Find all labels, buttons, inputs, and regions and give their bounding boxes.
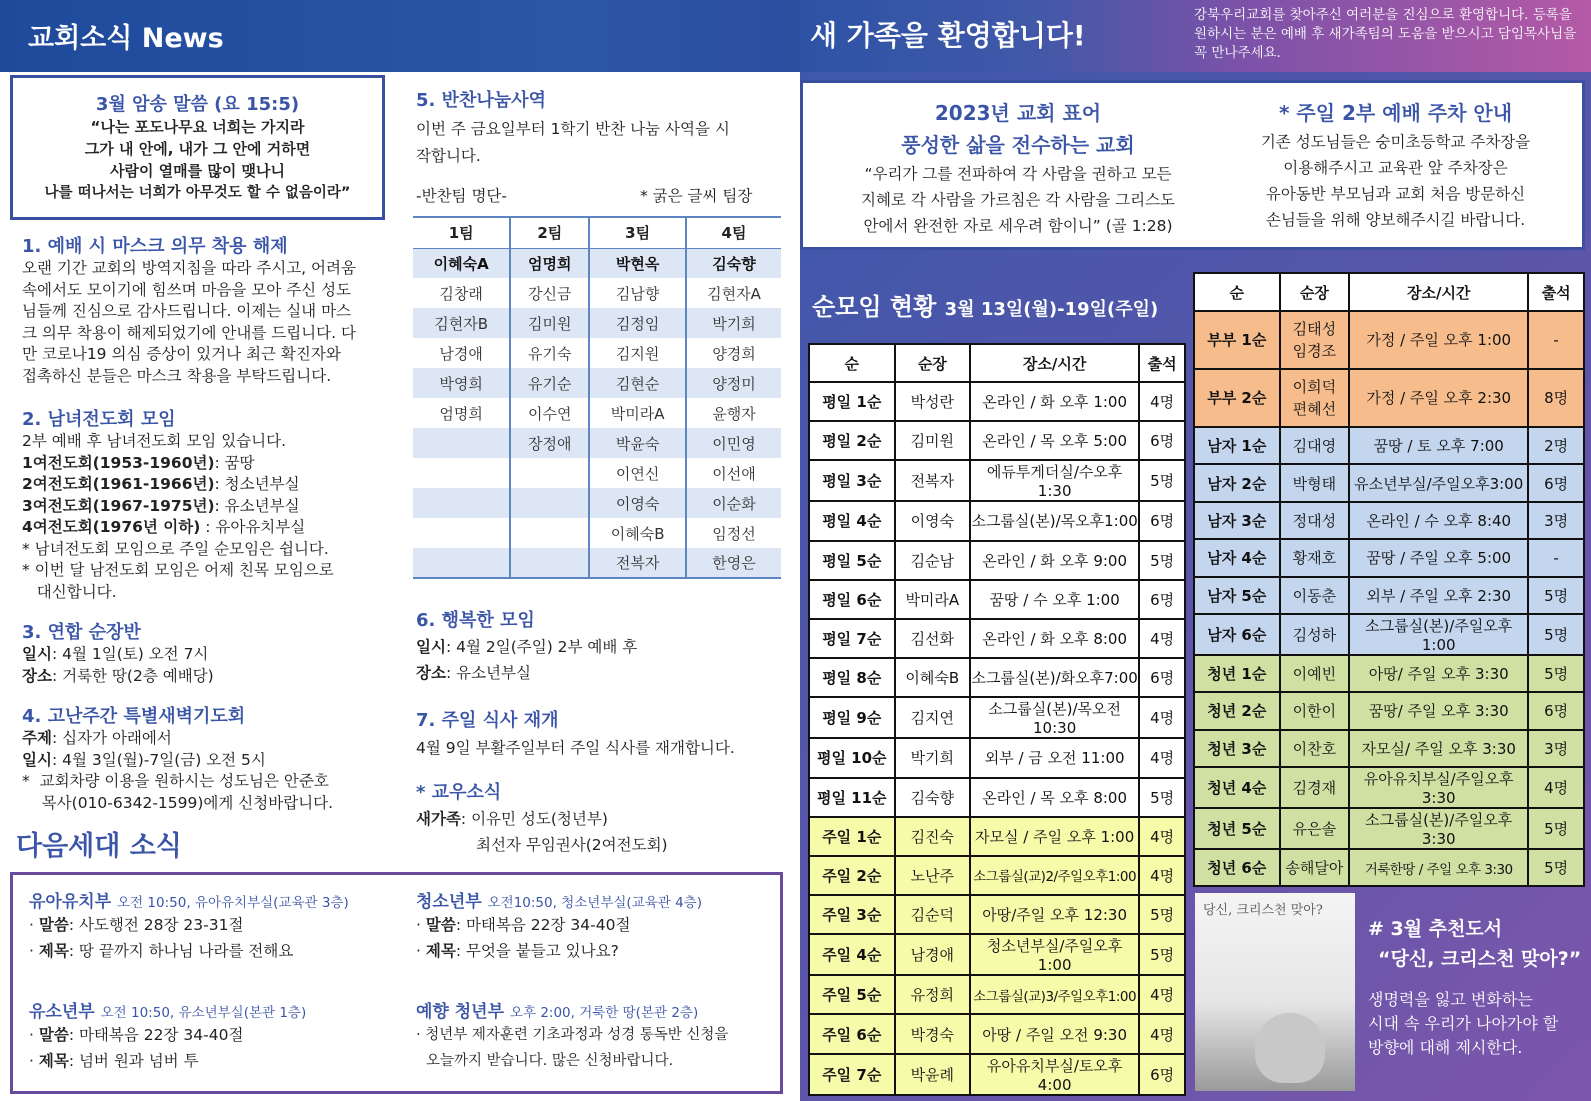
section-heading: * 교우소식	[416, 782, 502, 803]
group-name: 평일 1순	[809, 382, 895, 421]
note: * 교회차량 이용을 원하시는 성도님은 안준호	[22, 772, 329, 790]
small-group-row	[809, 895, 1185, 934]
small-group-row	[809, 856, 1185, 895]
team-row	[413, 518, 781, 548]
section-text: 속에서도 모이기에 힘쓰며 마음을 모아 주신 성도	[22, 280, 352, 299]
small-group-row	[809, 658, 1185, 697]
team-member: 김현자A	[686, 278, 781, 308]
group-attendance: 4명	[1139, 697, 1185, 738]
group-name: 남자 2순	[1194, 464, 1280, 501]
team-member: 김지원	[589, 338, 686, 368]
team-row	[413, 458, 781, 488]
team-member: 유기순	[510, 368, 589, 398]
team-member: 엄명희	[439, 404, 483, 423]
section-text: 님들께 진심으로 감사드립니다. 이제는 실내 마스	[22, 302, 352, 320]
group-leader: 남경애	[895, 934, 971, 975]
group-leader: 이동춘	[1280, 577, 1350, 614]
small-group-row	[1194, 539, 1584, 576]
small-group-row	[809, 738, 1185, 777]
group-name: 청년 2순	[1194, 692, 1280, 729]
small-group-row	[809, 778, 1185, 817]
group-attendance: 6명	[1139, 658, 1185, 697]
section-heading: 5. 반찬나눔사역	[416, 90, 546, 111]
group-name: 주일 5순	[809, 975, 895, 1014]
memory-verse-line: “나는 포도나무요 너희는 가지라	[90, 118, 305, 136]
memory-verse-line: 사람이 열매를 많이 맺나니	[109, 162, 286, 180]
group-name: 청년 3순	[1194, 730, 1280, 767]
group-attendance: 6명	[1139, 501, 1185, 540]
group-place-time: 자모실 / 주일 오후 1:00	[970, 817, 1139, 856]
small-group-row	[809, 460, 1185, 501]
group-leader: 이영숙	[895, 501, 971, 540]
team-member: 김현자B	[413, 308, 510, 338]
group-leader: 유은솔	[1280, 808, 1350, 849]
team-row	[413, 338, 781, 368]
news-section-happy: 6. 행복한 모임 일시: 4월 2일(주일) 2부 예배 후 장소: 유소년부실	[416, 606, 776, 686]
team-member: 이영숙	[589, 488, 686, 518]
dept-block: 청소년부 오전10:50, 청소년부실(교육관 4층) · 말씀: 마태복음 22장 34-40절 · 제목: 무엇을 붙들고 있나요?	[416, 892, 702, 960]
col-header: 순	[1194, 273, 1280, 311]
team-member	[413, 548, 510, 578]
small-group-table-left	[808, 343, 1186, 1096]
group-attendance: 6명	[1139, 580, 1185, 619]
small-group-row	[1194, 692, 1584, 729]
memory-verse-heading: 3월 암송 말씀 (요 15:5)	[95, 94, 300, 115]
team-member: 유기숙	[510, 338, 589, 368]
team-member: 이혜숙B	[589, 518, 686, 548]
list-item: 3여전도회(1967-1975년): 유소년부실	[22, 496, 300, 515]
small-group-row	[1194, 808, 1584, 849]
news-section-leaders: 3. 연합 순장반 일시: 4월 1일(토) 오전 7시 장소: 거룩한 땅(2층 예배당)	[22, 618, 382, 687]
group-attendance: 4명	[1139, 619, 1185, 658]
list-item: 2여전도회(1961-1966년): 청소년부실	[22, 475, 300, 493]
group-name: 남자 3순	[1194, 502, 1280, 539]
group-name: 남자 4순	[1194, 539, 1280, 576]
team-member: 김숙향	[686, 248, 781, 278]
group-leader: 김진숙	[895, 817, 971, 856]
team-member	[510, 458, 589, 488]
group-place-time: 온라인 / 화 오후 8:00	[970, 619, 1139, 658]
group-attendance: 6명	[1139, 421, 1185, 460]
team-member: 임정선	[686, 518, 781, 548]
parking-column: * 주일 2부 예배 주차 안내 기존 성도님들은 숭미초등학교 주차장을 이용해주시고 교육관 앞 주차장은 유아동반 부모님과 교회 처음 방문하신 손님들을 위해 양보해주시길 바랍니다.	[1223, 97, 1568, 233]
section-heading: 4. 고난주간 특별새벽기도회	[22, 706, 246, 727]
group-attendance: 4명	[1139, 817, 1185, 856]
group-place-time: 아땅/주일 오후 12:30	[970, 895, 1139, 934]
group-attendance: 5명	[1528, 655, 1584, 692]
group-name: 평일 11순	[809, 778, 895, 817]
small-group-row	[809, 580, 1185, 619]
group-name: 부부 2순	[1194, 369, 1280, 427]
group-place-time: 외부 / 주일 오후 2:30	[1349, 577, 1528, 614]
section-text: 만 코로나19 의심 증상이 있거나 최근 확진자와	[22, 345, 341, 363]
col-header: 출석	[1139, 344, 1185, 382]
small-group-row	[1194, 767, 1584, 808]
group-attendance: 5명	[1139, 895, 1185, 934]
group-place-time: 에듀투게더실/수오후1:30	[970, 460, 1139, 501]
group-place-time: 유아유치부실/주일오후3:30	[1349, 767, 1528, 808]
group-attendance: 4명	[1139, 738, 1185, 777]
team-member	[510, 518, 589, 548]
team-member	[413, 428, 510, 458]
team-member: 김미원	[510, 308, 589, 338]
group-leader: 김순남	[895, 541, 971, 580]
group-name: 청년 6순	[1194, 849, 1280, 886]
group-name: 평일 9순	[809, 697, 895, 738]
small-group-row	[1194, 849, 1584, 886]
list-item: 4여전도회(1976년 이하) : 유아유치부실	[22, 518, 306, 536]
page-title: 교회소식 News	[28, 23, 224, 54]
section-text: 오랜 기간 교회의 방역지침을 따라 주시고, 어려움	[22, 259, 356, 277]
group-name: 남자 5순	[1194, 577, 1280, 614]
group-name: 청년 4순	[1194, 767, 1280, 808]
team-member	[413, 458, 510, 488]
group-attendance: 4명	[1139, 1014, 1185, 1053]
small-group-row	[809, 619, 1185, 658]
group-place-time: 온라인 / 목 오후 5:00	[970, 421, 1139, 460]
team-member: 엄명희	[510, 248, 589, 278]
team-row	[413, 368, 781, 398]
group-place-time: 꿈땅/ 주일 오후 3:30	[1349, 692, 1528, 729]
group-place-time: 소그룹실(본)/화오후7:00	[970, 658, 1139, 697]
col-header: 순장	[1280, 273, 1350, 311]
group-attendance: 5명	[1528, 577, 1584, 614]
group-attendance: 5명	[1528, 849, 1584, 886]
team-member: 박현옥	[589, 248, 686, 278]
group-name: 평일 4순	[809, 501, 895, 540]
dept-block: 유아유치부 오전 10:50, 유아유치부실(교육관 3층) · 말씀: 사도행전 28장 23-31절 · 제목: 땅 끝까지 하나님 나라를 전해요	[29, 892, 349, 960]
group-leader: 송해달아	[1280, 849, 1350, 886]
team-row	[413, 428, 781, 458]
group-attendance: 8명	[1528, 369, 1584, 427]
team-header: 4팀	[686, 217, 781, 248]
team-member: 이민영	[686, 428, 781, 458]
group-attendance: 4명	[1139, 975, 1185, 1014]
team-member: 이수연	[510, 398, 589, 428]
group-place-time: 온라인 / 목 오후 8:00	[970, 778, 1139, 817]
group-leader: 김숙향	[895, 778, 971, 817]
group-attendance: 4명	[1139, 856, 1185, 895]
group-name: 부부 1순	[1194, 311, 1280, 369]
section-text: 2부 예배 후 남녀전도회 모임 있습니다.	[22, 432, 287, 450]
motto-year: 2023년 교회 표어	[934, 101, 1102, 125]
group-place-time: 소그룹실(본)/주일오후1:00	[1349, 614, 1528, 655]
group-attendance: 5명	[1139, 460, 1185, 501]
group-leader: 김순덕	[895, 895, 971, 934]
group-name: 평일 8순	[809, 658, 895, 697]
small-group-row	[809, 541, 1185, 580]
group-place-time: 온라인 / 수 오후 8:40	[1349, 502, 1528, 539]
header-left	[0, 0, 800, 72]
team-member	[413, 488, 510, 518]
team-row	[413, 278, 781, 308]
team-member: 박윤숙	[589, 428, 686, 458]
team-member: 이순화	[686, 488, 781, 518]
team-member: 양정미	[686, 368, 781, 398]
group-name: 평일 6순	[809, 580, 895, 619]
news-section-mission-groups	[22, 405, 382, 603]
header-right	[800, 0, 1591, 72]
team-member: 이연신	[589, 458, 686, 488]
book-description: 생명력을 잃고 변화하는 시대 속 우리가 나아가야 할 방향에 대해 제시한다.	[1368, 990, 1559, 1057]
group-leader: 김성하	[1280, 614, 1350, 655]
team-row	[413, 488, 781, 518]
group-attendance: 2명	[1528, 427, 1584, 464]
book-cover-image	[1195, 893, 1355, 1091]
group-place-time: 소그룹실(본)/주일오후3:30	[1349, 808, 1528, 849]
team-member: 박미라A	[589, 398, 686, 428]
small-group-row	[1194, 311, 1584, 369]
team-member: 강신금	[510, 278, 589, 308]
section-heading: 1. 예배 시 마스크 의무 착용 해제	[22, 236, 288, 257]
group-name: 평일 10순	[809, 738, 895, 777]
small-group-row	[809, 1054, 1185, 1095]
section-text: 크 의무 착용이 해제되었기에 안내를 드립니다. 다	[22, 323, 356, 342]
note: 목사(010-6342-1599)에게 신청바랍니다.	[22, 793, 334, 812]
group-leader: 전복자	[895, 460, 971, 501]
team-member: 김정임	[589, 308, 686, 338]
parking-title: * 주일 2부 예배 주차 안내	[1278, 101, 1513, 125]
col-header: 장소/시간	[1349, 273, 1528, 311]
group-place-time: 소그룹실(교)2/주일오후1:00	[970, 856, 1139, 895]
small-group-row	[1194, 655, 1584, 692]
group-place-time: 유아유치부실/토오후4:00	[970, 1054, 1139, 1095]
group-attendance: 3명	[1528, 502, 1584, 539]
book-cover-title: 당신, 크리스천 맞아?	[1203, 903, 1323, 918]
group-name: 평일 3순	[809, 460, 895, 501]
note: 대신합니다.	[22, 582, 117, 601]
news-section-mask	[22, 232, 382, 387]
group-leader: 정대성	[1280, 502, 1350, 539]
side-dish-team-table	[413, 216, 781, 579]
group-attendance: 4명	[1528, 767, 1584, 808]
group-leader: 박윤례	[895, 1054, 971, 1095]
group-leader: 황재호	[1280, 539, 1350, 576]
team-member: 김남향	[589, 278, 686, 308]
group-leader: 노난주	[895, 856, 971, 895]
dept-block: 예향 청년부 오후 2:00, 거룩한 땅(본관 2층) · 청년부 제자훈련 기초과정과 성경 통독반 신청을 오늘까지 받습니다. 많은 신청바랍니다.	[416, 1002, 729, 1069]
group-name: 주일 1순	[809, 817, 895, 856]
book-recommendation: # 3월 추천도서 “당신, 크리스천 맞아?”	[1368, 918, 1582, 970]
small-group-period: 3월 13일(월)-19일(주일)	[944, 299, 1159, 320]
dept-block: 유소년부 오전 10:50, 유소년부실(본관 1층) · 말씀: 마태복음 22장 34-40절 · 제목: 넘버 원과 넘버 투	[29, 1002, 307, 1070]
section-heading: 3. 연합 순장반	[22, 622, 141, 643]
group-place-time: 꿈땅 / 토 오후 7:00	[1349, 427, 1528, 464]
section-heading: 6. 행복한 모임	[416, 610, 535, 631]
nextgen-box	[10, 872, 783, 1094]
team-member: 박기희	[686, 308, 781, 338]
group-place-time: 꿈땅 / 수 오후 1:00	[970, 580, 1139, 619]
team-row	[413, 398, 781, 428]
team-member: 전복자	[589, 548, 686, 578]
team-row	[413, 548, 781, 578]
team-row	[413, 248, 781, 278]
group-name: 평일 5순	[809, 541, 895, 580]
group-leader: 김태성 임경조	[1280, 311, 1350, 369]
small-group-row	[1194, 614, 1584, 655]
news-section-meal: 7. 주일 식사 재개 4월 9일 부활주일부터 주일 식사를 재개합니다.	[416, 706, 776, 760]
team-member: 한영은	[686, 548, 781, 578]
motto-box	[800, 80, 1585, 250]
small-group-row	[809, 817, 1185, 856]
news-section-side-dish: 5. 반찬나눔사역 이번 주 금요일부터 1학기 반찬 나눔 사역을 시 작합니다.	[416, 86, 781, 170]
small-group-row	[809, 421, 1185, 460]
group-place-time: 소그룹실(본)/목오전10:30	[970, 697, 1139, 738]
memory-verse-box	[10, 75, 385, 220]
team-member: 박영희	[413, 368, 510, 398]
team-list-label: -반찬팀 명단-	[416, 187, 507, 205]
group-leader: 박성란	[895, 382, 971, 421]
group-attendance: 5명	[1139, 934, 1185, 975]
group-leader: 박미라A	[895, 580, 971, 619]
note: * 이번 달 남전도회 모임은 어제 친목 모임으로	[22, 561, 334, 579]
group-leader: 김미원	[895, 421, 971, 460]
small-group-row	[809, 382, 1185, 421]
group-attendance: 3명	[1528, 730, 1584, 767]
col-header: 출석	[1528, 273, 1584, 311]
group-place-time: 거룩한땅 / 주일 오후 3:30	[1349, 849, 1528, 886]
list-item: 1여전도회(1953-1960년): 꿈땅	[22, 453, 255, 472]
team-member: 남경애	[439, 344, 483, 363]
group-attendance: 5명	[1139, 541, 1185, 580]
team-member: 윤행자	[686, 398, 781, 428]
group-attendance: 4명	[1139, 382, 1185, 421]
col-header: 순장	[895, 344, 971, 382]
team-member: 김현순	[589, 368, 686, 398]
bold-note: * 굵은 글씨 팀장	[640, 187, 753, 205]
team-header: 1팀	[413, 217, 510, 248]
group-place-time: 유소년부실/주일오후3:00	[1349, 464, 1528, 501]
group-name: 남자 1순	[1194, 427, 1280, 464]
small-group-row	[809, 934, 1185, 975]
team-member: 이혜숙A	[413, 248, 510, 278]
small-group-row	[1194, 427, 1584, 464]
motto-column: 2023년 교회 표어 풍성한 삶을 전수하는 교회 “우리가 그를 전파하여 각 사람을 권하고 모든 지혜로 각 사람을 가르침은 각 사람을 그리스도 안에서 완전한 자로 세우려 함이니” (골 1:28)	[823, 97, 1213, 239]
small-group-row	[1194, 369, 1584, 427]
group-place-time: 가정 / 주일 오후 1:00	[1349, 311, 1528, 369]
group-attendance: 6명	[1139, 1054, 1185, 1095]
group-leader: 이희덕 편혜선	[1280, 369, 1350, 427]
group-attendance: -	[1528, 539, 1584, 576]
group-leader: 김경재	[1280, 767, 1350, 808]
team-row	[413, 308, 781, 338]
memory-verse-line: 나를 떠나서는 너희가 아무것도 할 수 없음이라”	[44, 185, 351, 201]
memory-verse-line: 그가 내 안에, 내가 그 안에 거하면	[84, 140, 311, 158]
team-header: 2팀	[510, 217, 589, 248]
team-member	[413, 518, 510, 548]
note: * 남녀전도회 모임으로 주일 순모임은 쉽니다.	[22, 539, 329, 558]
group-name: 주일 6순	[809, 1014, 895, 1053]
group-attendance: 5명	[1139, 778, 1185, 817]
section-heading: 2. 남녀전도회 모임	[22, 409, 176, 430]
group-place-time: 자모실/ 주일 오후 3:30	[1349, 730, 1528, 767]
group-name: 평일 7순	[809, 619, 895, 658]
group-name: 청년 5순	[1194, 808, 1280, 849]
nextgen-title: 다음세대 소식	[16, 831, 182, 862]
small-group-title	[812, 287, 1158, 322]
group-attendance: 5명	[1528, 614, 1584, 655]
group-leader: 유정희	[895, 975, 971, 1014]
group-attendance: 6명	[1528, 464, 1584, 501]
team-member: 김창래	[439, 284, 483, 303]
small-group-heading: 순모임 현황	[812, 293, 937, 321]
group-name: 평일 2순	[809, 421, 895, 460]
section-heading: 7. 주일 식사 재개	[416, 710, 559, 731]
group-place-time: 외부 / 금 오전 11:00	[970, 738, 1139, 777]
group-attendance: 5명	[1528, 808, 1584, 849]
news-section-prayer: 4. 고난주간 특별새벽기도회 주제: 십자가 아래에서 일시: 4월 3일(월)-7일(금) 오전 5시 * 교회차량 이용을 원하시는 성도님은 안준호 목사(010-6342-1599)에게 신청바랍니다.	[22, 702, 382, 814]
group-name: 주일 7순	[809, 1054, 895, 1095]
team-member	[510, 548, 589, 578]
group-place-time: 소그룹실(본)/목오후1:00	[970, 501, 1139, 540]
small-group-row	[1194, 730, 1584, 767]
small-group-row	[809, 1014, 1185, 1053]
group-place-time: 소그룹실(교)3/주일오후1:00	[970, 975, 1139, 1014]
team-member	[510, 488, 589, 518]
group-leader: 김선화	[895, 619, 971, 658]
group-leader: 박형태	[1280, 464, 1350, 501]
group-leader: 박경숙	[895, 1014, 971, 1053]
section-text: 접촉하신 분들은 마스크 착용을 부탁드립니다.	[22, 366, 332, 385]
group-name: 청년 1순	[1194, 655, 1280, 692]
news-section-members: * 교우소식 새가족: 이유민 성도(청년부) 최선자 무임권사(2여전도회)	[416, 778, 776, 858]
small-group-row	[1194, 502, 1584, 539]
author-portrait	[1255, 1013, 1325, 1083]
group-place-time: 아땅/ 주일 오후 3:30	[1349, 655, 1528, 692]
group-name: 주일 4순	[809, 934, 895, 975]
group-place-time: 가정 / 주일 오후 2:30	[1349, 369, 1528, 427]
team-member: 이선애	[686, 458, 781, 488]
motto-text: 풍성한 삶을 전수하는 교회	[901, 133, 1135, 157]
team-header: 3팀	[589, 217, 686, 248]
group-place-time: 아땅 / 주일 오전 9:30	[970, 1014, 1139, 1053]
small-group-table-right	[1193, 272, 1585, 887]
group-place-time: 청소년부실/주일오후1:00	[970, 934, 1139, 975]
small-group-row	[809, 975, 1185, 1014]
group-name: 주일 2순	[809, 856, 895, 895]
small-group-row	[809, 697, 1185, 738]
small-group-row	[1194, 464, 1584, 501]
small-group-row	[1194, 577, 1584, 614]
team-member: 장정애	[510, 428, 589, 458]
group-place-time: 온라인 / 화 오후 1:00	[970, 382, 1139, 421]
group-leader: 이찬호	[1280, 730, 1350, 767]
group-leader: 김지연	[895, 697, 971, 738]
col-header: 순	[809, 344, 895, 382]
group-leader: 이한이	[1280, 692, 1350, 729]
group-name: 주일 3순	[809, 895, 895, 934]
group-name: 남자 6순	[1194, 614, 1280, 655]
col-header: 장소/시간	[970, 344, 1139, 382]
group-leader: 박기희	[895, 738, 971, 777]
group-place-time: 꿈땅 / 주일 오후 5:00	[1349, 539, 1528, 576]
group-leader: 이예빈	[1280, 655, 1350, 692]
welcome-text: 강북우리교회를 찾아주신 여러분을 진심으로 환영합니다. 등록을 원하시는 분은 예배 후 새가족팀의 도움을 받으시고 담임목사님을 꼭 만나주세요.	[1194, 7, 1577, 61]
group-leader: 이혜숙B	[895, 658, 971, 697]
group-attendance: -	[1528, 311, 1584, 369]
group-place-time: 온라인 / 화 오후 9:00	[970, 541, 1139, 580]
welcome-title: 새 가족을 환영합니다!	[810, 19, 1086, 52]
team-member: 양경희	[686, 338, 781, 368]
group-attendance: 6명	[1528, 692, 1584, 729]
small-group-row	[809, 501, 1185, 540]
group-leader: 김대영	[1280, 427, 1350, 464]
